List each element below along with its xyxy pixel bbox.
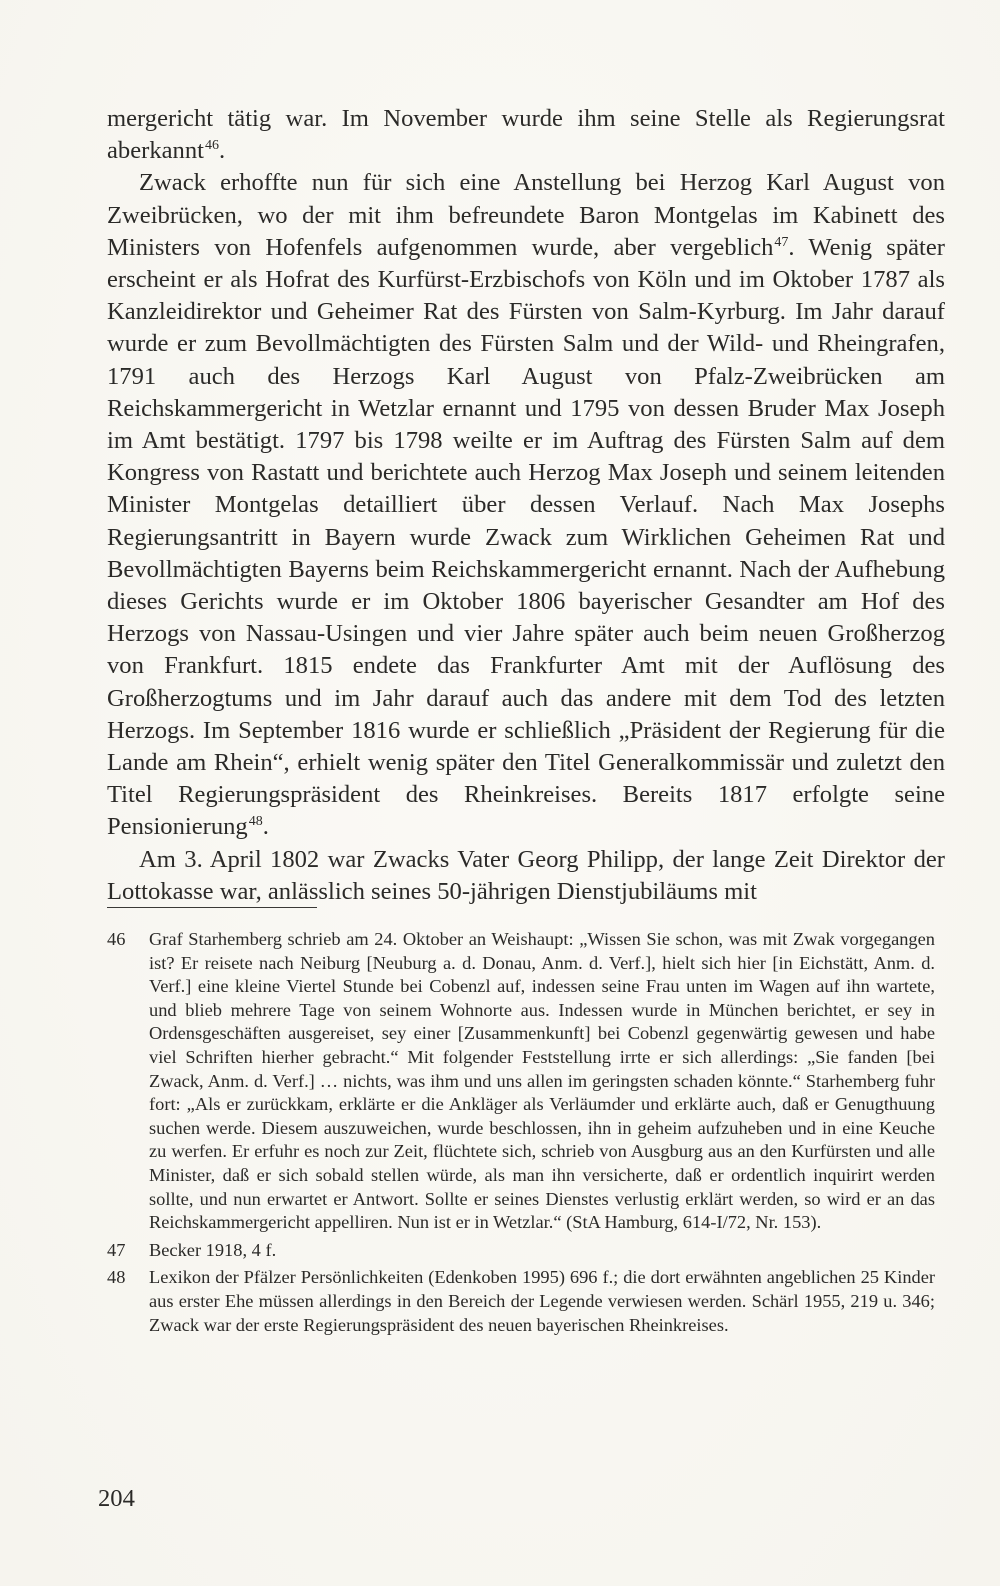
footnote-number: 46 (107, 929, 126, 949)
paragraph-2-tail: . Wenig später erscheint er als Hofrat des Kurfürst-Erzbischofs von Köln und im Oktober 1787 als Kanzleidirektor und Geheimer Rat des Fürsten von Salm-Kyrburg. Im Jahr darauf wurde er zum Bevollmächtigten des Fürsten Salm und der Wild- und Rheingrafen, 1791 auch des Herzogs Karl August von Pfalz-Zweibrücken am Reichskammergericht in Wetzlar ernannt und 1795 von dessen Bruder Max Joseph im Amt bestätigt. 1797 bis 1798 weilte er im Auftrag des Fürsten Salm auf dem Kongress von Rastatt und berichtete auch Herzog Max Joseph und seinem leitenden Minister Montgelas detailliert über dessen Verlauf. Nach Max Josephs Regierungsantritt in Bayern wurde Zwack zum Wirklichen Geheimen Rat und Bevollmächtigten Bayerns beim Reichskammergericht ernannt. Nach der Aufhebung dieses Gerichts wurde er im Oktober 1806 bayerischer Gesandter am Hof des Herzogs von Nassau-Usingen und vier Jahre später auch beim neuen Großherzog von Frankfurt. 1815 endete das Frankfurter Amt mit der Auflösung des Großherzogtums und im Jahr darauf auch das andere mit dem Tod des letzten Herzogs. Im September 1816 wurde er schließlich „Präsident der Regierung für die Lande am Rhein“, erhielt wenig später den Titel Generalkommissär und zuletzt den Titel Regierungspräsident des Rheinkreises. Bereits 1817 erfolgte seine Pensionierung (107, 233, 945, 841)
paragraph-1-text: mergericht tätig war. Im November wurde ihm seine Stelle als Regierungsrat aberkannt (107, 105, 945, 165)
footnote-divider (107, 907, 317, 908)
footnote-ref-48: 48 (248, 814, 263, 830)
paragraph-1 (107, 103, 945, 167)
footnote-number: 47 (107, 1239, 126, 1260)
footnote-text: Lexikon der Pfälzer Persönlichkeiten (Edenkoben 1995) 696 f.; die dort erwähnten angeblichen 25 Kinder aus erster Ehe müssen allerdings in den Bereich der Legende verwiesen werden. Schärl 1955, 219 u. 346; Zwack war der erste Regierungspräsident des neuen bayerischen Rheinkreises. (149, 1267, 935, 1335)
main-text (107, 103, 945, 908)
footnote-number: 48 (107, 1267, 126, 1288)
footnote-ref-47: 47 (774, 234, 789, 250)
footnote-47 (107, 1239, 935, 1263)
footnote-text: Becker 1918, 4 f. (149, 1239, 277, 1260)
footnote-ref-46: 46 (204, 138, 219, 154)
page-number: 204 (98, 1485, 135, 1512)
footnote-46 (107, 928, 935, 1235)
paragraph-3 (107, 844, 945, 908)
footnotes (107, 928, 935, 1341)
paragraph-3-text: Am 3. April 1802 war Zwacks Vater Georg Philipp, der lange Zeit Direktor der Lottokasse war, anlässlich seines 50-jährigen Dienstjubiläums mit (107, 845, 945, 905)
paragraph-2-end-tail: . (262, 813, 269, 841)
paragraph-2 (107, 167, 945, 843)
footnote-text: Graf Starhemberg schrieb am 24. Oktober an Weishaupt: „Wissen Sie schon, was mit Zwak vorgegangen ist? Er reisete nach Neiburg [Neuburg a. d. Donau, Anm. d. Verf.], hielt sich hier [in Eichstätt, Anm. d. Verf.] eine kleine Viertel Stunde bei Cobenzl auf, indessen seine Frau unten im Wagen auf ihn wartete, und blieb mehrere Tage von seinem Wohnorte aus. Indessen wurde in München berichtet, er sey in Ordensgeschäften ausgereiset, sey einer [Zusammenkunft] bei Cobenzl gegenwärtig gewesen und habe viel Schriften hierher gebracht.“ Mit folgender Feststellung irrte er sich allerdings: „Sie fanden [bei Zwack, Anm. d. Verf.] … nichts, was ihm und uns allen im geringsten schaden könnte.“ Starhemberg fuhr fort: „Als er zurückkam, erklärte er die Ankläger als Verläumder und erklärte auch, daß er Genugthuung suchen werde. Diesem auszuweichen, wurde beschlossen, ihn in geheim aufzuheben und in eine Keuche zu werfen. Er erfuhr es noch zur Zeit, flüchtete sich, schrieb von Ausgburg aus an den Kurfürsten und alle Minister, daß er sich sobald stellen würde, als man ihn versicherte, daß er ordentlich inquirirt werden sollte, und nun erwartet er Antwort. Sollte er seines Dienstes verlustig erklärt werden, so wird er an das Reichskammergericht appelliren. Nun ist er in Wetzlar.“ (StA Hamburg, 614-I/72, Nr. 153). (149, 929, 935, 1233)
paragraph-1-tail: . (218, 137, 226, 165)
paragraph-2-text: Zwack erhoffte nun für sich eine Anstellung bei Herzog Karl August von Zweibrücken, wo der mit ihm befreundete Baron Montgelas im Kabinett des Ministers von Hofenfels aufgenommen wurde, aber vergeblich (107, 169, 945, 261)
footnote-48 (107, 1266, 935, 1337)
